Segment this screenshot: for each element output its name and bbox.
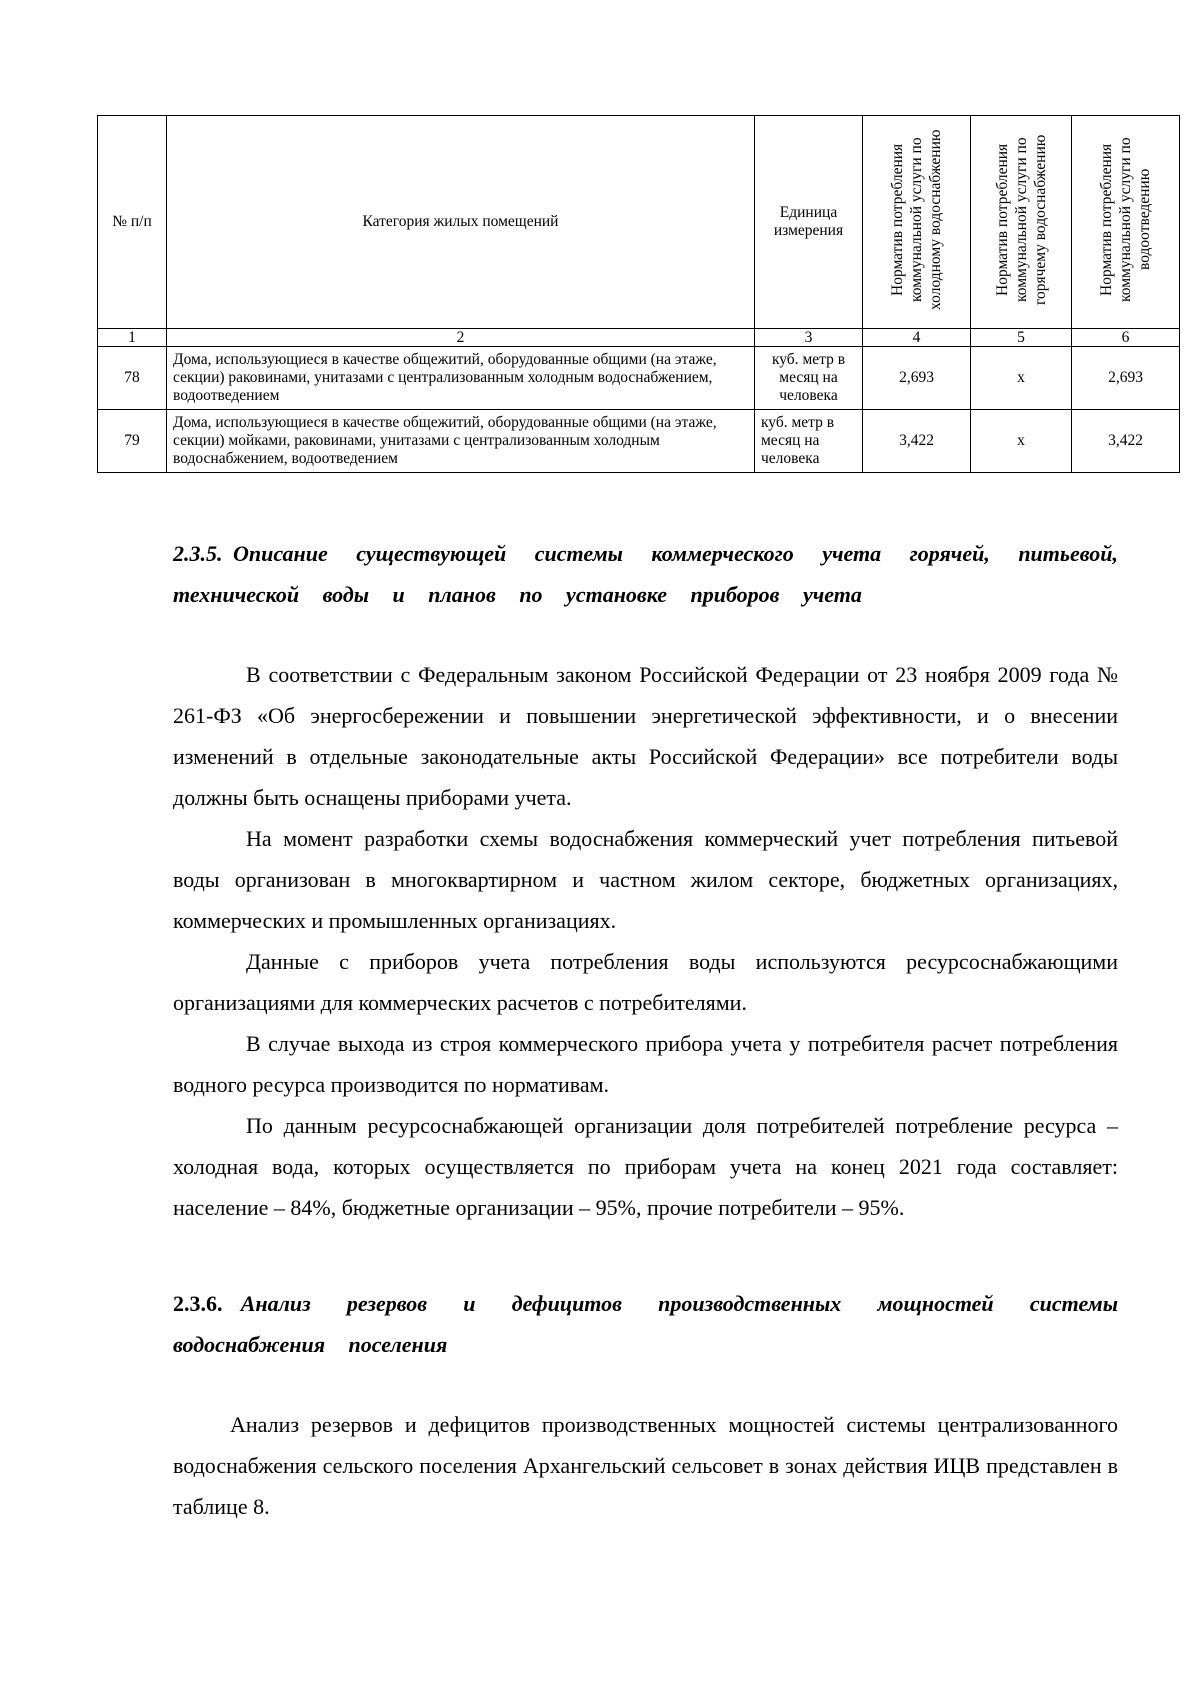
row-hot-water-value: x (971, 410, 1072, 473)
row-cold-water-value: 2,693 (863, 347, 971, 410)
column-number: 4 (863, 329, 971, 347)
section-2-3-6-number: 2.3.6. (173, 1291, 223, 1316)
row-sewerage-value: 2,693 (1072, 347, 1180, 410)
header-sewerage-norm (1072, 116, 1180, 329)
row-num: 78 (98, 347, 167, 410)
column-number: 3 (755, 329, 863, 347)
paragraph: В случае выхода из строя коммерческого прибора учета у потребителя расчет потребления водного ресурса производится по нормативам. (173, 1031, 1118, 1097)
consumption-norms-table (97, 115, 1180, 473)
row-unit: куб. метр в месяц на человека (755, 347, 863, 410)
paragraph: Анализ резервов и дефицитов производственных мощностей системы централизованного водоснабжения сельского поселения Архангельский сельсовет в зонах действия ИЦВ представлен в таблице 8. (173, 1412, 1118, 1519)
header-cold-water-norm (863, 116, 971, 329)
header-sewerage-norm-text: Норматив потребления коммунальной услуги по водоотведению (1098, 137, 1153, 302)
row-unit: куб. метр в месяц на человека (755, 410, 863, 473)
header-category: Категория жилых помещений (167, 116, 755, 329)
row-category: Дома, использующиеся в качестве общежитий, оборудованные общими (на этаже, секции) мойками, раковинами, унитазами с централизованным холодным водоснабжением, водоотведением (167, 410, 755, 473)
table-header-row (98, 116, 1180, 329)
row-sewerage-value: 3,422 (1072, 410, 1180, 473)
row-cold-water-value: 3,422 (863, 410, 971, 473)
column-number: 1 (98, 329, 167, 347)
column-number: 2 (167, 329, 755, 347)
header-num: № п/п (98, 116, 167, 329)
paragraph: В соответствии с Федеральным законом Российской Федерации от 23 ноября 2009 года № 261-ФЗ «Об энергосбережении и повышении энергетической эффективности, и о внесении изменений в отдельные законодательные акты Российской Федерации» все потребители воды должны быть оснащены приборами учета. (173, 662, 1118, 810)
header-hot-water-norm (971, 116, 1072, 329)
header-unit: Единица измерения (755, 116, 863, 329)
table-row (98, 347, 1180, 410)
section-2-3-5-number: 2.3.5. (173, 541, 223, 566)
row-hot-water-value: x (971, 347, 1072, 410)
paragraph: Данные с приборов учета потребления воды используются ресурсоснабжающими организациями для коммерческих расчетов с потребителями. (173, 949, 1118, 1015)
column-number: 6 (1072, 329, 1180, 347)
row-category: Дома, использующиеся в качестве общежитий, оборудованные общими (на этаже, секции) раковинами, унитазами с централизованным холодным водоснабжением, водоотведением (167, 347, 755, 410)
section-2-3-5-title: Описание существующей системы коммерческого учета горячей, питьевой, технической воды и планов по установке приборов учета (173, 541, 1119, 607)
table-row (98, 410, 1180, 473)
header-cold-water-norm-text: Норматив потребления коммунальной услуги по холодному водоснабжению (889, 129, 944, 310)
section-2-3-6-title: Анализ резервов и дефицитов производственных мощностей системы водоснабжения поселения (173, 1291, 1119, 1357)
paragraph: На момент разработки схемы водоснабжения коммерческий учет потребления питьевой воды организован в многоквартирном и частном жилом секторе, бюджетных организациях, коммерческих и промышленных организациях. (173, 826, 1118, 933)
column-number: 5 (971, 329, 1072, 347)
header-hot-water-norm-text: Норматив потребления коммунальной услуги по горячему водоснабжению (993, 134, 1049, 305)
section-2-3-6-heading (173, 1283, 1118, 1365)
section-2-3-5-heading (173, 533, 1118, 615)
row-num: 79 (98, 410, 167, 473)
column-number-row (98, 329, 1180, 347)
paragraph: По данным ресурсоснабжающей организации доля потребителей потребление ресурса – холодная вода, которых осуществляется по приборам учета на конец 2021 года составляет: население – 84%, бюджетные организации – 95%, прочие потребители – 95%. (173, 1113, 1118, 1220)
